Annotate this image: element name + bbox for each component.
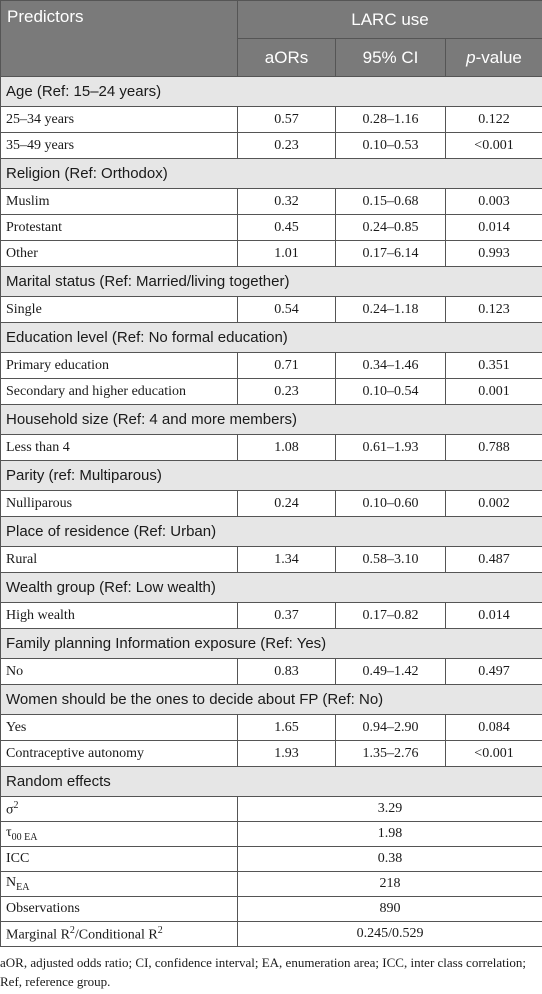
section-header-row	[1, 461, 542, 491]
p-value: 0.003	[446, 189, 542, 215]
predictor-label: Protestant	[1, 215, 238, 241]
table-row	[1, 297, 542, 323]
ci-value: 0.58–3.10	[336, 547, 446, 573]
table-row	[1, 379, 542, 405]
aor-value: 0.23	[238, 133, 336, 159]
header-aors: aORs	[238, 39, 336, 77]
p-value: 0.002	[446, 491, 542, 517]
p-value: 0.014	[446, 215, 542, 241]
section-title: Family planning Information exposure (Ref: Yes)	[1, 629, 542, 659]
ci-value: 0.17–6.14	[336, 241, 446, 267]
table-body	[1, 77, 542, 767]
p-value: 0.497	[446, 659, 542, 685]
p-value: 0.001	[446, 379, 542, 405]
header-larc-use: LARC use	[238, 1, 542, 39]
ci-value: 0.34–1.46	[336, 353, 446, 379]
predictor-label: Contraceptive autonomy	[1, 741, 238, 767]
random-effect-row	[1, 897, 542, 922]
aor-value: 0.32	[238, 189, 336, 215]
tau-label	[1, 822, 238, 847]
table-row	[1, 133, 542, 159]
ci-value: 0.10–0.60	[336, 491, 446, 517]
section-header-row	[1, 767, 542, 797]
predictor-label: Less than 4	[1, 435, 238, 461]
ci-value: 0.49–1.42	[336, 659, 446, 685]
aor-value: 1.08	[238, 435, 336, 461]
random-effect-row	[1, 872, 542, 897]
observations-value: 890	[238, 897, 542, 922]
ci-value: 0.17–0.82	[336, 603, 446, 629]
aor-value: 1.01	[238, 241, 336, 267]
section-header-row	[1, 159, 542, 189]
r2-value: 0.245/0.529	[238, 922, 542, 947]
predictor-label: Single	[1, 297, 238, 323]
ci-value: 0.28–1.16	[336, 107, 446, 133]
predictor-label: Other	[1, 241, 238, 267]
header-predictors: Predictors	[1, 1, 238, 77]
table-row	[1, 741, 542, 767]
sigma-sup: 2	[13, 799, 19, 811]
section-header-row	[1, 629, 542, 659]
random-effect-row	[1, 922, 542, 947]
ci-value: 0.24–0.85	[336, 215, 446, 241]
aor-value: 0.57	[238, 107, 336, 133]
r2-sup-b: 2	[157, 924, 163, 936]
table-row	[1, 659, 542, 685]
tau-symbol: τ	[6, 825, 12, 841]
aor-value: 0.83	[238, 659, 336, 685]
sigma-symbol: σ	[6, 802, 14, 818]
tau-sub: 00 EA	[11, 831, 38, 843]
p-value: 0.993	[446, 241, 542, 267]
ci-value: 0.10–0.54	[336, 379, 446, 405]
predictor-label: Secondary and higher education	[1, 379, 238, 405]
section-header-row	[1, 77, 542, 107]
table-row	[1, 547, 542, 573]
ci-value: 1.35–2.76	[336, 741, 446, 767]
p-value: <0.001	[446, 133, 542, 159]
n-ea-value: 218	[238, 872, 542, 897]
predictor-label: 25–34 years	[1, 107, 238, 133]
section-header-row	[1, 517, 542, 547]
section-header-row	[1, 405, 542, 435]
section-header-row	[1, 323, 542, 353]
aor-value: 0.24	[238, 491, 336, 517]
ci-value: 0.94–2.90	[336, 715, 446, 741]
p-value: 0.014	[446, 603, 542, 629]
predictor-label: High wealth	[1, 603, 238, 629]
sigma-label	[1, 797, 238, 822]
aor-value: 0.37	[238, 603, 336, 629]
header-p-rest: -value	[475, 47, 522, 67]
table-footnote: aOR, adjusted odds ratio; CI, confidence interval; EA, enumeration area; ICC, inter class correlation; Ref, reference group.	[0, 955, 526, 989]
table-row	[1, 107, 542, 133]
r2-label-b: /Conditional R	[74, 927, 158, 943]
table-row	[1, 435, 542, 461]
section-title: Wealth group (Ref: Low wealth)	[1, 573, 542, 603]
section-title: Marital status (Ref: Married/living together)	[1, 267, 542, 297]
p-value: 0.123	[446, 297, 542, 323]
icc-value: 0.38	[238, 847, 542, 872]
section-title: Random effects	[1, 767, 542, 797]
n-ea-label	[1, 872, 238, 897]
section-title: Religion (Ref: Orthodox)	[1, 159, 542, 189]
p-value: 0.487	[446, 547, 542, 573]
random-effect-row	[1, 797, 542, 822]
observations-label: Observations	[1, 897, 238, 922]
section-header-row	[1, 267, 542, 297]
random-effects-body	[1, 767, 542, 947]
table-row	[1, 715, 542, 741]
section-header-row	[1, 573, 542, 603]
aor-value: 1.65	[238, 715, 336, 741]
ci-value: 0.10–0.53	[336, 133, 446, 159]
section-header-row	[1, 685, 542, 715]
table-row	[1, 215, 542, 241]
p-value: 0.084	[446, 715, 542, 741]
section-title: Place of residence (Ref: Urban)	[1, 517, 542, 547]
icc-label: ICC	[1, 847, 238, 872]
section-title: Household size (Ref: 4 and more members)	[1, 405, 542, 435]
random-effect-row	[1, 822, 542, 847]
table-row	[1, 241, 542, 267]
table-row	[1, 491, 542, 517]
tau-value: 1.98	[238, 822, 542, 847]
table-row	[1, 353, 542, 379]
table-row	[1, 189, 542, 215]
predictor-label: Nulliparous	[1, 491, 238, 517]
section-title: Age (Ref: 15–24 years)	[1, 77, 542, 107]
ci-value: 0.61–1.93	[336, 435, 446, 461]
ci-value: 0.15–0.68	[336, 189, 446, 215]
section-title: Women should be the ones to decide about FP (Ref: No)	[1, 685, 542, 715]
aor-value: 0.54	[238, 297, 336, 323]
header-p-value	[446, 39, 542, 77]
p-value: <0.001	[446, 741, 542, 767]
aor-value: 1.34	[238, 547, 336, 573]
predictor-label: Rural	[1, 547, 238, 573]
section-title: Education level (Ref: No formal education)	[1, 323, 542, 353]
n-symbol: N	[6, 875, 17, 891]
ci-value: 0.24–1.18	[336, 297, 446, 323]
predictor-label: Muslim	[1, 189, 238, 215]
p-value: 0.788	[446, 435, 542, 461]
predictor-label: 35–49 years	[1, 133, 238, 159]
aor-value: 1.93	[238, 741, 336, 767]
aor-value: 0.71	[238, 353, 336, 379]
r2-sup-a: 2	[69, 924, 75, 936]
table-row	[1, 603, 542, 629]
n-sub: EA	[16, 881, 30, 893]
aor-value: 0.45	[238, 215, 336, 241]
r2-label	[1, 922, 238, 947]
aor-value: 0.23	[238, 379, 336, 405]
section-title: Parity (ref: Multiparous)	[1, 461, 542, 491]
p-value: 0.122	[446, 107, 542, 133]
p-value: 0.351	[446, 353, 542, 379]
r2-label-a: Marginal R	[6, 927, 70, 943]
predictor-label: Yes	[1, 715, 238, 741]
sigma-value: 3.29	[238, 797, 542, 822]
predictor-label: Primary education	[1, 353, 238, 379]
header-ci: 95% CI	[336, 39, 446, 77]
predictor-label: No	[1, 659, 238, 685]
random-effect-row	[1, 847, 542, 872]
header-p-italic: p	[466, 47, 476, 67]
